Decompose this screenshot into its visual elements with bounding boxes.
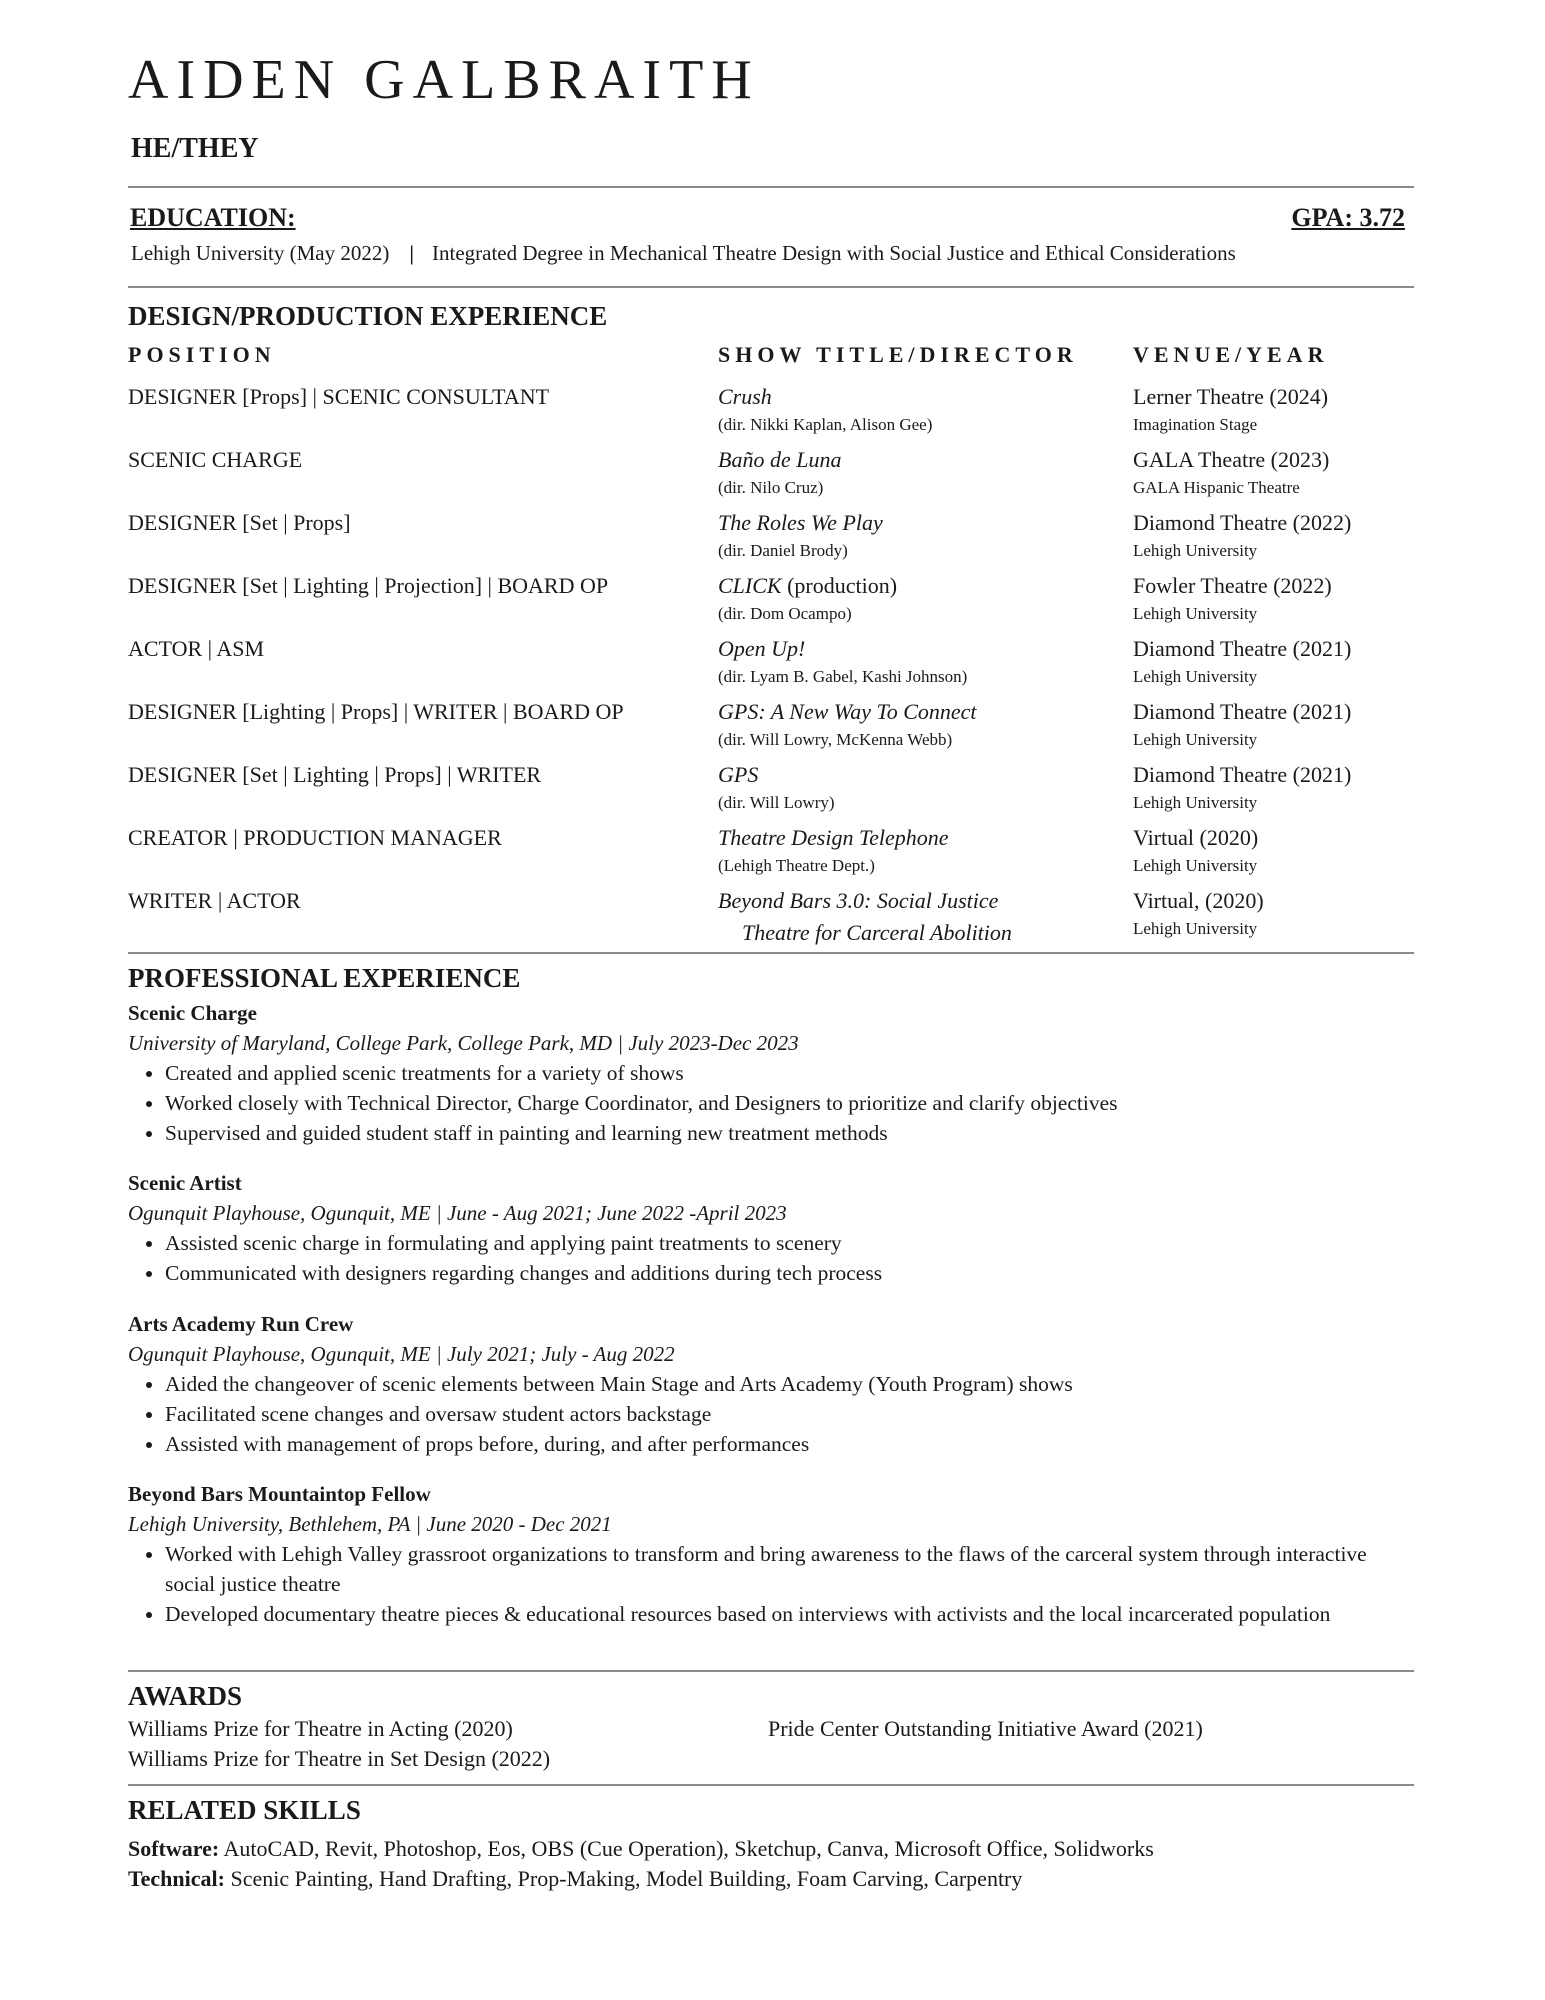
education-line bbox=[131, 241, 1236, 266]
row-position: DESIGNER [Set | Lighting | Props] | WRITER bbox=[128, 762, 542, 787]
row-position: WRITER | ACTOR bbox=[128, 888, 301, 913]
show-title: GPS: A New Way To Connect bbox=[718, 699, 977, 724]
job-title: Arts Academy Run Crew bbox=[128, 1312, 354, 1336]
experience-row bbox=[0, 825, 1545, 887]
row-venue: Virtual (2020) bbox=[1133, 825, 1259, 850]
row-director: (dir. Dom Ocampo) bbox=[718, 604, 852, 623]
job-subtitle: Ogunquit Playhouse, Ogunquit, ME | July 2021; July - Aug 2022 bbox=[128, 1342, 675, 1366]
row-position: ACTOR | ASM bbox=[128, 636, 265, 661]
row-venue: GALA Theatre (2023) bbox=[1133, 447, 1330, 472]
experience-row bbox=[0, 699, 1545, 761]
row-director: (dir. Daniel Brody) bbox=[718, 541, 848, 560]
list-item: • Communicated with designers regarding changes and additions during tech process bbox=[165, 1258, 1418, 1288]
job-entry bbox=[128, 1168, 1418, 1288]
design-experience-heading: DESIGN/PRODUCTION EXPERIENCE bbox=[128, 301, 608, 331]
row-position: DESIGNER [Set | Lighting | Projection] | BOARD OP bbox=[128, 573, 609, 598]
row-org: Lehigh University bbox=[1133, 919, 1258, 938]
row-org: Lehigh University bbox=[1133, 667, 1258, 686]
row-position: SCENIC CHARGE bbox=[128, 447, 303, 472]
row-org: Lehigh University bbox=[1133, 793, 1258, 812]
experience-row bbox=[0, 573, 1545, 635]
row-org: Lehigh University bbox=[1133, 604, 1258, 623]
row-org: Lehigh University bbox=[1133, 541, 1258, 560]
divider bbox=[128, 286, 1414, 288]
list-item: • Created and applied scenic treatments for a variety of shows bbox=[165, 1058, 1418, 1088]
gpa: GPA: 3.72 bbox=[1291, 203, 1405, 232]
show-title: Beyond Bars 3.0: Social Justice bbox=[718, 888, 999, 913]
row-position: CREATOR | PRODUCTION MANAGER bbox=[128, 825, 502, 850]
job-bullets bbox=[128, 1539, 1415, 1629]
award-item: Williams Prize for Theatre in Acting (2020) bbox=[128, 1716, 513, 1741]
software-list: AutoCAD, Revit, Photoshop, Eos, OBS (Cue Operation), Sketchup, Canva, Microsoft Office, Solidworks bbox=[223, 1836, 1154, 1861]
divider bbox=[128, 1784, 1414, 1786]
technical-label: Technical: bbox=[128, 1866, 225, 1891]
row-show-title bbox=[718, 573, 897, 599]
experience-row bbox=[0, 636, 1545, 698]
row-venue: Lerner Theatre (2024) bbox=[1133, 384, 1329, 409]
row-show-title bbox=[718, 825, 949, 851]
show-title-suffix: (production) bbox=[781, 573, 898, 598]
education-heading: EDUCATION: bbox=[130, 203, 296, 232]
show-title: CLICK bbox=[718, 573, 782, 598]
job-bullets bbox=[128, 1228, 1418, 1288]
job-subtitle: University of Maryland, College Park, College Park, MD | July 2023-Dec 2023 bbox=[128, 1031, 799, 1055]
row-org: Lehigh University bbox=[1133, 856, 1258, 875]
row-position: DESIGNER [Set | Props] bbox=[128, 510, 351, 535]
row-position: DESIGNER [Lighting | Props] | WRITER | BOARD OP bbox=[128, 699, 624, 724]
row-show-title bbox=[718, 510, 883, 536]
degree: Integrated Degree in Mechanical Theatre Design with Social Justice and Ethical Considerations bbox=[432, 241, 1236, 265]
list-item: • Assisted scenic charge in formulating and applying paint treatments to scenery bbox=[165, 1228, 1418, 1258]
skills-heading: RELATED SKILLS bbox=[128, 1795, 361, 1825]
professional-heading: PROFESSIONAL EXPERIENCE bbox=[128, 963, 521, 993]
row-org: Lehigh University bbox=[1133, 730, 1258, 749]
job-title: Scenic Artist bbox=[128, 1171, 242, 1195]
column-header-show: SHOW TITLE/DIRECTOR bbox=[718, 342, 1078, 367]
divider bbox=[128, 1670, 1414, 1672]
row-venue: Diamond Theatre (2022) bbox=[1133, 510, 1352, 535]
experience-row bbox=[0, 510, 1545, 572]
row-venue: Diamond Theatre (2021) bbox=[1133, 636, 1352, 661]
list-item: • Aided the changeover of scenic elements between Main Stage and Arts Academy (Youth Program) shows bbox=[165, 1369, 1418, 1399]
experience-row bbox=[0, 384, 1545, 446]
row-director: (dir. Lyam B. Gabel, Kashi Johnson) bbox=[718, 667, 968, 686]
show-title: Open Up! bbox=[718, 636, 806, 661]
row-show-title bbox=[718, 762, 758, 788]
row-position: DESIGNER [Props] | SCENIC CONSULTANT bbox=[128, 384, 550, 409]
job-entry bbox=[128, 998, 1418, 1148]
job-entry bbox=[128, 1309, 1418, 1459]
row-org: Imagination Stage bbox=[1133, 415, 1258, 434]
experience-row bbox=[0, 762, 1545, 824]
candidate-name: AIDEN GALBRAITH bbox=[128, 49, 760, 111]
row-show-title bbox=[718, 447, 841, 473]
job-subtitle: Ogunquit Playhouse, Ogunquit, ME | June - Aug 2021; June 2022 -April 2023 bbox=[128, 1201, 787, 1225]
list-item: • Supervised and guided student staff in painting and learning new treatment methods bbox=[165, 1118, 1418, 1148]
row-org: GALA Hispanic Theatre bbox=[1133, 478, 1300, 497]
job-title: Scenic Charge bbox=[128, 1001, 257, 1025]
row-director: (dir. Will Lowry) bbox=[718, 793, 835, 812]
awards-heading: AWARDS bbox=[128, 1681, 243, 1711]
column-header-position: POSITION bbox=[128, 342, 276, 367]
row-director: (dir. Nilo Cruz) bbox=[718, 478, 824, 497]
row-venue: Virtual, (2020) bbox=[1133, 888, 1264, 913]
list-item: • Worked with Lehigh Valley grassroot organizations to transform and bring awareness to the flaws of the carceral system through interactive social justice theatre bbox=[165, 1539, 1415, 1599]
show-title: Baño de Luna bbox=[718, 447, 842, 472]
school: Lehigh University (May 2022) bbox=[131, 241, 390, 265]
row-director: (dir. Will Lowry, McKenna Webb) bbox=[718, 730, 953, 749]
award-item: Pride Center Outstanding Initiative Award (2021) bbox=[768, 1716, 1203, 1741]
show-title: GPS bbox=[718, 762, 759, 787]
job-subtitle: Lehigh University, Bethlehem, PA | June 2020 - Dec 2021 bbox=[128, 1512, 612, 1536]
row-show-title bbox=[718, 888, 998, 914]
row-director: (Lehigh Theatre Dept.) bbox=[718, 856, 875, 875]
row-show-title bbox=[718, 699, 977, 725]
row-venue: Diamond Theatre (2021) bbox=[1133, 762, 1352, 787]
software-label: Software: bbox=[128, 1836, 220, 1861]
experience-row bbox=[0, 447, 1545, 509]
column-header-venue: VENUE/YEAR bbox=[1133, 342, 1329, 367]
row-show-title bbox=[718, 384, 772, 410]
list-item: • Assisted with management of props before, during, and after performances bbox=[165, 1429, 1418, 1459]
technical-skills bbox=[128, 1866, 1022, 1892]
job-bullets bbox=[128, 1058, 1418, 1148]
show-title-line2: Theatre for Carceral Abolition bbox=[742, 920, 1012, 945]
software-skills bbox=[128, 1836, 1154, 1862]
technical-list: Scenic Painting, Hand Drafting, Prop-Making, Model Building, Foam Carving, Carpentry bbox=[230, 1866, 1023, 1891]
row-venue: Diamond Theatre (2021) bbox=[1133, 699, 1352, 724]
show-title: Crush bbox=[718, 384, 772, 409]
list-item: • Developed documentary theatre pieces & educational resources based on interviews with activists and the local incarcerated population bbox=[165, 1599, 1415, 1629]
show-title: The Roles We Play bbox=[718, 510, 883, 535]
row-venue: Fowler Theatre (2022) bbox=[1133, 573, 1332, 598]
job-bullets bbox=[128, 1369, 1418, 1459]
job-entry bbox=[128, 1479, 1418, 1629]
award-item: Williams Prize for Theatre in Set Design (2022) bbox=[128, 1746, 551, 1771]
divider bbox=[128, 186, 1414, 188]
row-director: (dir. Nikki Kaplan, Alison Gee) bbox=[718, 415, 933, 434]
experience-row bbox=[0, 888, 1545, 950]
show-title: Theatre Design Telephone bbox=[718, 825, 949, 850]
list-item: • Facilitated scene changes and oversaw student actors backstage bbox=[165, 1399, 1418, 1429]
list-item: • Worked closely with Technical Director, Charge Coordinator, and Designers to prioritize and clarify objectives bbox=[165, 1088, 1418, 1118]
job-title: Beyond Bars Mountaintop Fellow bbox=[128, 1482, 431, 1506]
separator: | bbox=[409, 241, 414, 265]
row-show-title bbox=[718, 636, 805, 662]
pronouns: HE/THEY bbox=[131, 133, 259, 164]
divider bbox=[128, 952, 1414, 954]
